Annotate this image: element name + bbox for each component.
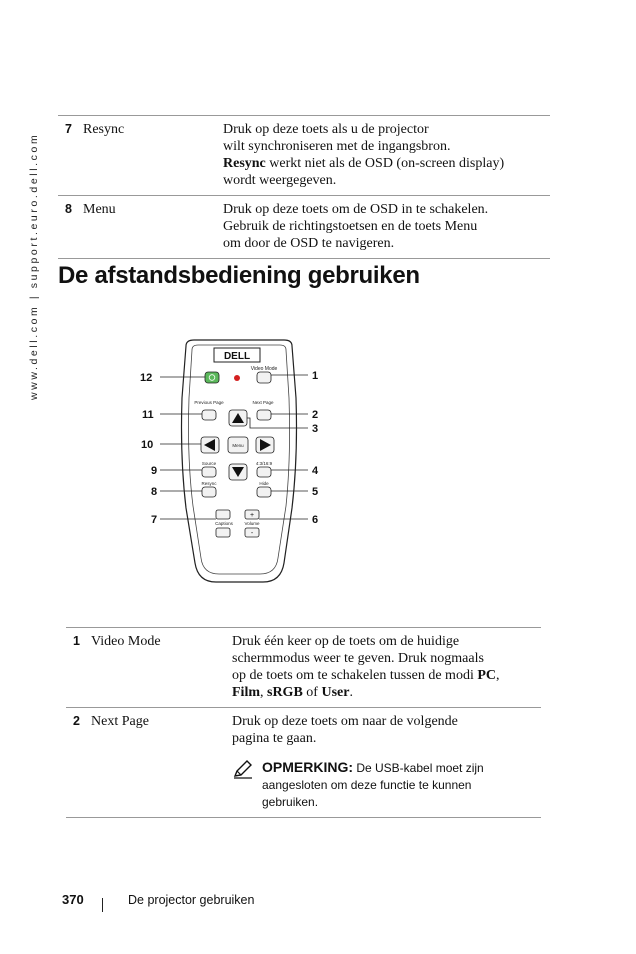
callout-10: 10 — [141, 439, 154, 451]
resync-label: Resync — [201, 481, 217, 486]
desc-line: werkt niet als de OSD (on-screen display) — [265, 156, 505, 171]
note-pencil-icon — [232, 759, 262, 811]
desc-line: Gebruik de richtingstoetsen en de toets Menu — [223, 219, 478, 234]
note-box — [232, 759, 541, 811]
next-page-label: Next Page — [252, 400, 274, 405]
video-mode-button[interactable] — [257, 372, 271, 383]
callout-1: 1 — [312, 370, 319, 382]
hide-button[interactable] — [257, 487, 271, 497]
sidebar-url-text: www.dell.com | support.euro.dell.com — [28, 132, 40, 400]
captions-label: Captions — [215, 521, 233, 526]
mode-srgb: sRGB — [267, 685, 303, 700]
footer-divider — [102, 898, 103, 912]
desc-line: Druk op deze toets als u de projector — [223, 122, 429, 137]
note-label: OPMERKING: — [262, 759, 353, 775]
note-line: De USB-kabel moet zijn — [353, 761, 484, 775]
callout-4: 4 — [312, 465, 319, 477]
note-text — [262, 759, 484, 811]
next-page-button[interactable] — [257, 410, 271, 420]
power-button[interactable] — [205, 372, 219, 383]
led-indicator — [234, 375, 240, 381]
row-name: Resync — [83, 122, 125, 137]
video-mode-label: Video Mode — [250, 366, 278, 372]
volume-label: Volume — [244, 521, 260, 526]
desc-line: pagina te gaan. — [232, 731, 317, 746]
callout-2: 2 — [312, 409, 319, 421]
table-row — [66, 628, 541, 708]
row-number: 8 — [65, 202, 72, 216]
captions-button-upper[interactable] — [216, 510, 230, 519]
desc-line: Druk één keer op de toets om de huidige — [232, 634, 460, 649]
separator: , — [496, 668, 500, 683]
page-footer — [62, 892, 255, 907]
desc-line: Druk op deze toets om de OSD in te schakelen. — [223, 202, 489, 217]
separator: , — [260, 685, 267, 700]
table-row — [58, 116, 550, 196]
mode-film: Film — [232, 685, 260, 700]
callout-6: 6 — [312, 514, 319, 526]
row-number: 1 — [73, 634, 80, 648]
aspect-button[interactable] — [257, 467, 271, 477]
page-number: 370 — [62, 892, 84, 907]
source-label: Source — [201, 461, 217, 466]
dell-logo: DELL — [223, 351, 251, 362]
row-name: Video Mode — [91, 634, 161, 649]
row-description — [223, 116, 550, 196]
callout-9: 9 — [151, 465, 158, 477]
row-name: Next Page — [91, 714, 149, 729]
hide-label: Hide — [259, 481, 269, 486]
resync-button[interactable] — [202, 487, 216, 497]
captions-button-lower[interactable] — [216, 528, 230, 537]
footer-title: De projector gebruiken — [128, 893, 255, 907]
separator: . — [349, 685, 353, 700]
separator: of — [302, 685, 322, 700]
table-row — [66, 708, 541, 818]
row-name: Menu — [83, 202, 116, 217]
previous-page-button[interactable] — [202, 410, 216, 420]
mode-pc: PC — [477, 668, 497, 683]
mode-user: User — [321, 685, 350, 700]
row-number: 7 — [65, 122, 72, 136]
aspect-label: 4:3/16:9 — [255, 461, 273, 466]
callout-3: 3 — [312, 423, 319, 435]
section-heading: De afstandsbediening gebruiken — [58, 262, 420, 289]
buttons-table-top — [58, 115, 550, 259]
callout-5: 5 — [312, 486, 319, 498]
table-row — [58, 196, 550, 259]
desc-line: schermmodus weer te geven. Druk nogmaals — [232, 651, 484, 666]
desc-line: wilt synchroniseren met de ingangsbron. — [223, 139, 451, 154]
source-button[interactable] — [202, 467, 216, 477]
remote-control-diagram — [138, 338, 333, 588]
note-line: gebruiken. — [262, 795, 319, 809]
callout-11: 11 — [142, 409, 154, 421]
row-number: 2 — [73, 714, 80, 728]
desc-line: wordt weergegeven. — [223, 173, 337, 188]
buttons-table-bottom — [66, 627, 541, 818]
row-description — [232, 708, 541, 818]
callout-8: 8 — [151, 486, 158, 498]
callout-12: 12 — [140, 372, 153, 384]
desc-line: om door de OSD te navigeren. — [223, 236, 395, 251]
menu-label: Menu — [232, 443, 244, 448]
plus-icon: + — [249, 512, 255, 519]
minus-icon: - — [250, 530, 254, 537]
callout-7: 7 — [151, 514, 158, 526]
note-line: aangesloten om deze functie te kunnen — [262, 778, 472, 792]
row-description — [223, 196, 550, 259]
row-description — [232, 628, 541, 708]
previous-page-label: Previous Page — [194, 400, 224, 405]
desc-bold: Resync — [223, 156, 266, 171]
desc-line: Druk op deze toets om naar de volgende — [232, 714, 458, 729]
sidebar-url — [28, 110, 40, 400]
desc-line: op de toets om te schakelen tussen de modi — [232, 668, 478, 683]
